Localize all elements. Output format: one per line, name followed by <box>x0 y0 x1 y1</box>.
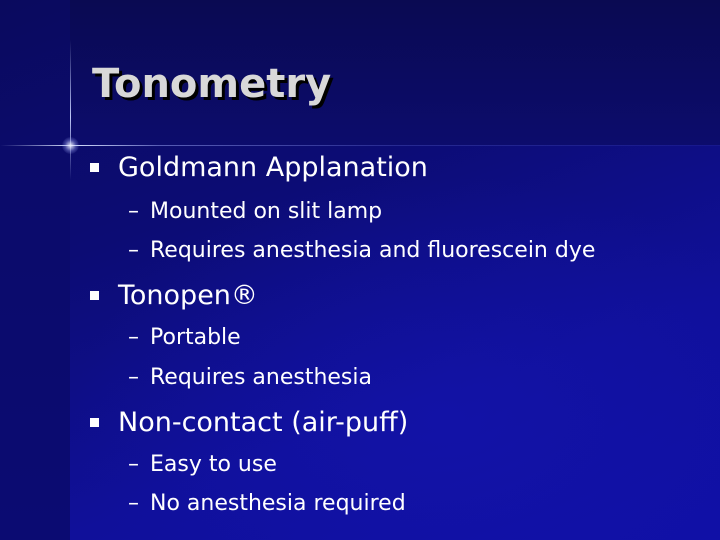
slide-title: Tonometry <box>92 61 332 107</box>
dash-icon: – <box>128 199 139 224</box>
bullet-text: Tonopen® <box>118 280 258 311</box>
bullet-text: Non-contact (air-puff) <box>118 407 409 438</box>
square-bullet-icon <box>90 418 99 427</box>
sub-bullet-text: Mounted on slit lamp <box>150 199 383 224</box>
sub-bullet-text: Easy to use <box>150 452 277 477</box>
dash-icon: – <box>128 452 139 477</box>
dash-icon: – <box>128 365 139 390</box>
sub-bullet-text: Requires anesthesia and fluorescein dye <box>150 238 596 263</box>
bullet-text: Goldmann Applanation <box>118 152 428 183</box>
sub-bullet-item <box>128 324 241 354</box>
dash-icon: – <box>128 491 139 516</box>
sub-bullet-text: Requires anesthesia <box>150 365 372 390</box>
sub-bullet-item <box>128 451 277 481</box>
sub-bullet-item <box>128 237 595 267</box>
square-bullet-icon <box>90 291 99 300</box>
sub-bullet-text: Portable <box>150 325 241 350</box>
dash-icon: – <box>128 238 139 263</box>
sub-bullet-item <box>128 364 372 394</box>
sub-bullet-text: No anesthesia required <box>150 491 406 516</box>
square-bullet-icon <box>90 163 99 172</box>
sub-bullet-item <box>128 198 382 228</box>
dash-icon: – <box>128 325 139 350</box>
sub-bullet-item <box>128 490 406 520</box>
